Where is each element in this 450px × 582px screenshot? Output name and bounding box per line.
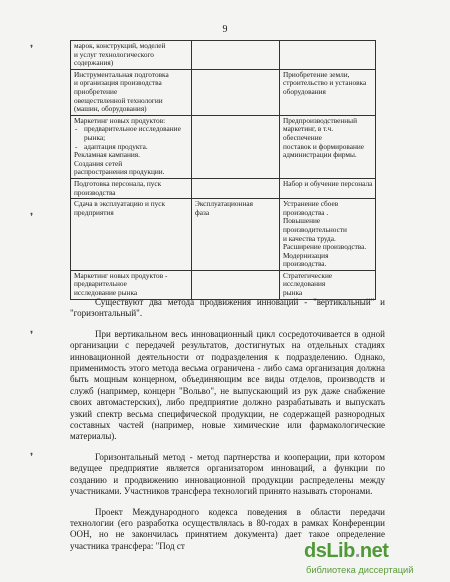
cell-line: Модернизация производства. — [283, 250, 329, 269]
cell-line: содержания) — [74, 58, 114, 68]
cell-line: Маркетинг новых продуктов - — [74, 270, 168, 280]
cell-line: предварительное — [74, 279, 127, 289]
table-row — [71, 69, 376, 115]
margin-mark: ❜ — [30, 212, 34, 223]
cell-line: маркетинг, в т.ч. обеспечение — [283, 124, 334, 142]
cell-line: Эксплуатационная — [195, 199, 253, 209]
cell-line: Создания сетей — [74, 158, 123, 168]
table-row — [71, 270, 376, 299]
table-cell — [192, 115, 280, 178]
watermark-subtitle: библиотека диссертаций — [306, 565, 414, 575]
table-cell — [71, 178, 192, 198]
cell-line: фаза — [195, 207, 210, 217]
cell-line: строительство и установка — [283, 78, 367, 88]
cell-line: распространения продукции. — [74, 167, 165, 177]
cell-line: предприятия — [74, 207, 114, 217]
bullet-dash: - — [75, 124, 78, 134]
table-cell — [192, 199, 280, 271]
cell-line: рынка — [283, 288, 303, 298]
cell-line: поставок и формирование — [283, 141, 365, 151]
table-cell — [280, 270, 376, 299]
table-cell — [192, 178, 280, 198]
cell-line: Сдача в эксплуатацию и пуск — [74, 199, 166, 209]
paragraph: Проект Международного кодекса поведения в области передачи технологии (его разработка осуществлялась в 80-годах в рамках Конференции ООН, но не закончилась принятием документа) дает такое определение участника трансфера: "Под ст — [70, 506, 385, 551]
table-cell — [71, 115, 192, 178]
cell-line: Предпроизводственный — [283, 115, 357, 125]
cell-line: и услуг технологического — [74, 49, 154, 59]
cell-line: Набор и обучение персонала — [283, 178, 373, 188]
table-cell — [71, 270, 192, 299]
bullet-dash: - — [75, 141, 78, 151]
table-cell — [71, 69, 192, 115]
table-cell — [280, 178, 376, 198]
cell-line: (машин, оборудования) — [74, 104, 147, 114]
cell-line: марок, конструкций, моделей — [74, 41, 166, 50]
table-cell — [280, 69, 376, 115]
paragraph: Существуют два метода продвижения инноваций - "вертикальный" и "горизонтальный". — [70, 297, 385, 319]
bullet-text: адаптация продукта. — [84, 141, 148, 151]
table-cell — [280, 41, 376, 70]
cell-line: Устранение сбоев производства . — [283, 199, 339, 217]
table-row — [71, 199, 376, 271]
cell-line: приобретение — [74, 86, 118, 96]
table-row — [71, 115, 376, 178]
cell-bullet-item — [74, 125, 189, 142]
margin-mark: ❜ — [30, 452, 34, 463]
cell-line: Инструментальная подготовка — [74, 69, 169, 79]
cell-line: Подготовка персонала, пуск — [74, 178, 162, 188]
cell-line: Маркетинг новых продуктов: — [74, 115, 166, 125]
table-cell — [192, 69, 280, 115]
dslib-watermark — [304, 540, 446, 578]
cell-line: и организация производства — [74, 78, 162, 88]
cell-line: оборудования — [283, 86, 326, 96]
cell-line: производства — [74, 187, 116, 197]
margin-mark: ❜ — [30, 44, 34, 55]
cell-line: Повышение производительности — [283, 216, 347, 234]
cell-line: Расширение производства. — [283, 242, 367, 252]
table-cell — [280, 199, 376, 271]
bullet-text: предварительное исследование рынка; — [84, 124, 181, 142]
table-row — [71, 178, 376, 198]
dslib-logo: dsLib.net — [304, 540, 389, 562]
table-cell — [71, 199, 192, 271]
cell-line: и качества труда. — [283, 233, 336, 243]
paragraph: Горизонтальный метод - метод партнерства и кооперации, при котором ведущее предприятие является организатором инноваций, а функции по созданию и продвижению инновационной продукции распределены между участниками. Участников трансфера технологий принято называть сторонами. — [70, 451, 385, 497]
paragraph: При вертикальном весь инновационный цикл сосредоточивается в одной организации с передачей результатов, достигнутых на отдельных стадиях инновационной деятельности от подразделения к подразделению. Однако, применимость этого метода весьма ограничена - либо сама организация должна быть мощным концерном, объединяющим все виды отделов, производств и служб (например, концерн "Вольво", не выпускающий из рук даже снабжение своих автомастерских), либо предприятие должно разрабатывать и выпускать узкий спектр весьма специфической продукции, не содержащей разнородных составных частей (например, новые химические или фармакологические материалы). — [70, 328, 385, 442]
cell-line: Приобретение земли, — [283, 69, 350, 79]
table-cell — [192, 270, 280, 299]
cell-line: Стратегические исследования — [283, 270, 333, 289]
table-row — [71, 41, 376, 70]
page-number: 9 — [222, 24, 228, 35]
table-cell — [71, 41, 192, 70]
body-text — [70, 297, 385, 561]
table-cell — [280, 115, 376, 178]
stages-table — [70, 40, 376, 300]
cell-line: Рекламная кампания. — [74, 150, 140, 160]
cell-line: исследование рынка — [74, 288, 138, 298]
margin-mark: ❜ — [30, 330, 34, 341]
cell-line: овеществленной технологии — [74, 95, 163, 105]
cell-line: администрации фирмы. — [283, 150, 357, 160]
table-cell — [192, 41, 280, 70]
